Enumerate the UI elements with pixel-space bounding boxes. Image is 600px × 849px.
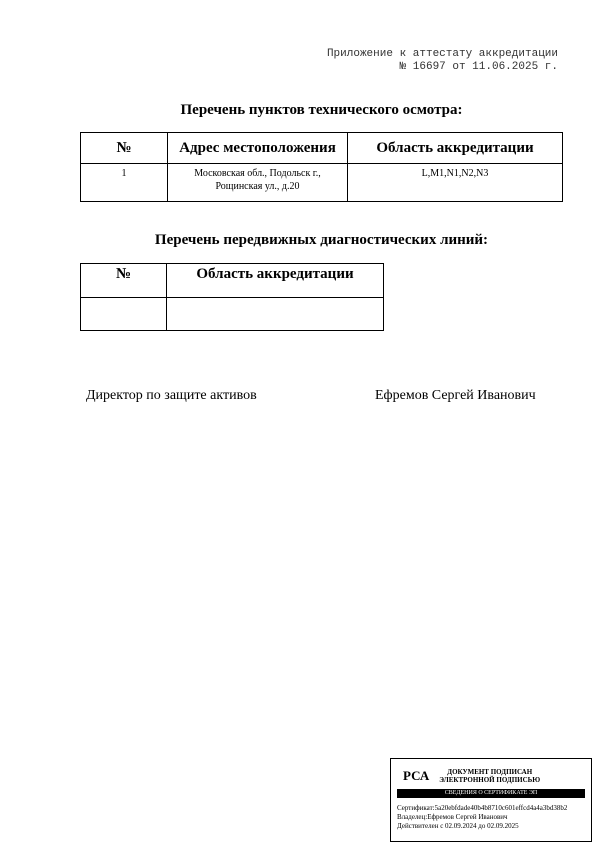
certificate-id: Сертификат:5a20ebfdade40b4b8710c601effcd4a4a3bd38b2	[397, 804, 568, 812]
mobile-lines-table	[80, 263, 384, 331]
table-row	[81, 164, 563, 202]
certificate-owner: Владелец:Ефремов Сергей Иванович	[397, 813, 508, 821]
cell-scope: L,M1,N1,N2,N3	[348, 164, 563, 202]
section2-title: Перечень передвижных диагностических линий:	[154, 232, 489, 248]
stamp-title-line-2: ЭЛЕКТРОННОЙ ПОДПИСЬЮ	[439, 776, 541, 784]
certificate-validity: Действителен с 02.09.2024 до 02.09.2025	[397, 822, 519, 830]
table-header-row	[81, 264, 384, 298]
header-number: №	[81, 264, 167, 298]
stamp-title	[439, 768, 540, 784]
rsa-logo: РСА	[403, 768, 430, 783]
table-row	[81, 298, 384, 331]
signatory-role: Директор по защите активов	[86, 388, 257, 403]
signatory-name: Ефремов Сергей Иванович	[375, 388, 536, 403]
section1-title: Перечень пунктов технического осмотра:	[180, 102, 463, 118]
stamp-certificate-bar: СВЕДЕНИЯ О СЕРТИФИКАТЕ ЭП	[397, 789, 585, 798]
cell-number-empty	[81, 298, 167, 331]
address-line-2: Рощинская ул., д.20	[215, 181, 300, 192]
stamp-header	[391, 759, 591, 789]
address-line-1: Московская обл., Подольск г.,	[194, 168, 321, 179]
table-header-row	[81, 133, 563, 164]
stamp-title-line-1: ДОКУМЕНТ ПОДПИСАН	[447, 768, 533, 776]
cell-number: 1	[81, 164, 168, 202]
cell-address	[168, 164, 348, 202]
appendix-line-2: № 16697 от 11.06.2025 г.	[399, 61, 558, 73]
stamp-details	[391, 798, 591, 831]
cell-scope-empty	[167, 298, 384, 331]
appendix-note	[327, 48, 558, 74]
e-signature-stamp	[390, 758, 592, 842]
appendix-line-1: Приложение к аттестату аккредитации	[326, 48, 558, 60]
header-address: Адрес местоположения	[168, 133, 348, 164]
header-number: №	[81, 133, 168, 164]
header-scope: Область аккредитации	[348, 133, 563, 164]
header-scope: Область аккредитации	[167, 264, 384, 298]
inspection-points-table	[80, 132, 563, 202]
